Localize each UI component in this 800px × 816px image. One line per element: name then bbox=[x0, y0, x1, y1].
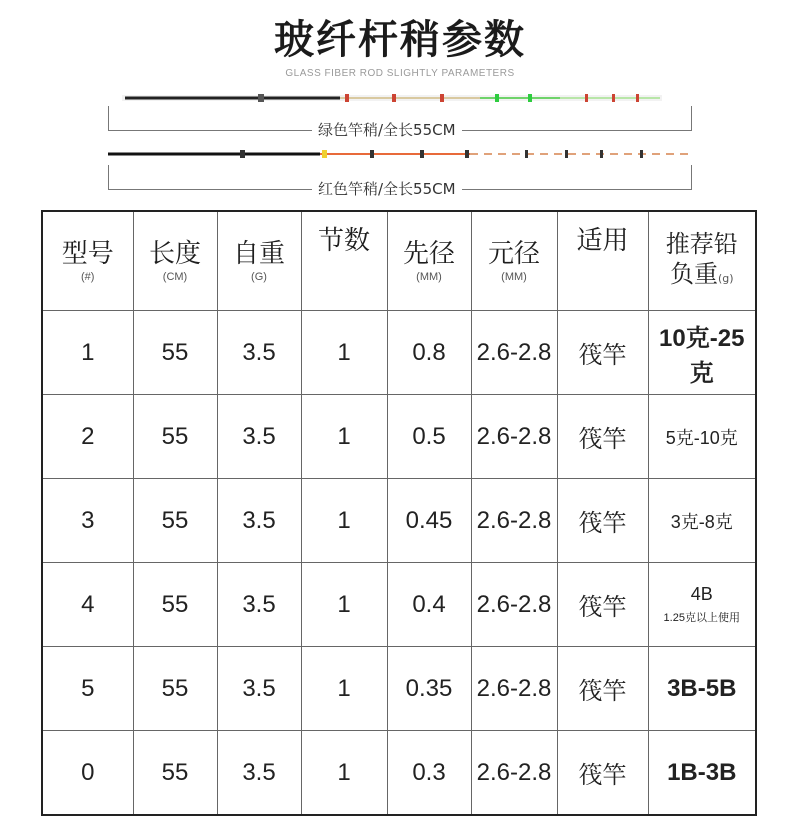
cell-model: 5 bbox=[42, 647, 133, 731]
cell-length: 55 bbox=[133, 563, 217, 647]
cell-model: 4 bbox=[42, 563, 133, 647]
cell-butt: 2.6-2.8 bbox=[471, 479, 557, 563]
cell-use: 筏竿 bbox=[557, 647, 648, 731]
cell-model: 0 bbox=[42, 731, 133, 816]
cell-weight: 3.5 bbox=[217, 311, 301, 395]
lead-note: 1.25克以上使用 bbox=[663, 612, 740, 624]
table-row bbox=[42, 563, 756, 647]
cell-use: 筏竿 bbox=[557, 479, 648, 563]
header-recommended-lead: 推荐铅 负重(g) bbox=[648, 211, 756, 311]
cell-sections: 1 bbox=[301, 479, 387, 563]
cell-lead bbox=[648, 563, 756, 647]
table-header-row bbox=[42, 211, 756, 311]
red-rod-image bbox=[0, 0, 800, 170]
red-rod-label: 红色竿稍/全长55CM bbox=[312, 178, 462, 199]
cell-tip: 0.45 bbox=[387, 479, 471, 563]
cell-weight: 3.5 bbox=[217, 563, 301, 647]
cell-weight: 3.5 bbox=[217, 479, 301, 563]
cell-lead: 5克-10克 bbox=[648, 395, 756, 479]
header-model: 型号 (#) bbox=[42, 211, 133, 311]
header-length: 长度 (CM) bbox=[133, 211, 217, 311]
cell-butt: 2.6-2.8 bbox=[471, 563, 557, 647]
cell-model: 2 bbox=[42, 395, 133, 479]
cell-sections: 1 bbox=[301, 311, 387, 395]
cell-use: 筏竿 bbox=[557, 731, 648, 816]
table-row bbox=[42, 311, 756, 395]
green-rod-label: 绿色竿稍/全长55CM bbox=[312, 119, 462, 140]
cell-sections: 1 bbox=[301, 731, 387, 816]
cell-length: 55 bbox=[133, 647, 217, 731]
cell-weight: 3.5 bbox=[217, 731, 301, 816]
cell-lead: 3B-5B bbox=[648, 647, 756, 731]
cell-butt: 2.6-2.8 bbox=[471, 647, 557, 731]
lead-value: 4B bbox=[690, 584, 713, 604]
cell-length: 55 bbox=[133, 311, 217, 395]
cell-butt: 2.6-2.8 bbox=[471, 731, 557, 816]
table-row bbox=[42, 731, 756, 816]
cell-tip: 0.3 bbox=[387, 731, 471, 816]
cell-tip: 0.5 bbox=[387, 395, 471, 479]
cell-sections: 1 bbox=[301, 395, 387, 479]
cell-tip: 0.35 bbox=[387, 647, 471, 731]
header-weight: 自重 (G) bbox=[217, 211, 301, 311]
header-tip-diameter: 先径 (MM) bbox=[387, 211, 471, 311]
page-subtitle: GLASS FIBER ROD SLIGHTLY PARAMETERS bbox=[285, 68, 515, 79]
header-butt-diameter: 元径 (MM) bbox=[471, 211, 557, 311]
cell-use: 筏竿 bbox=[557, 311, 648, 395]
cell-lead: 1B-3B bbox=[648, 731, 756, 816]
table-row bbox=[42, 395, 756, 479]
table-row bbox=[42, 647, 756, 731]
header-sections: 节数 bbox=[301, 211, 387, 311]
cell-use: 筏竿 bbox=[557, 395, 648, 479]
cell-length: 55 bbox=[133, 395, 217, 479]
table-row bbox=[42, 479, 756, 563]
cell-model: 1 bbox=[42, 311, 133, 395]
cell-weight: 3.5 bbox=[217, 395, 301, 479]
cell-lead: 10克-25克 bbox=[648, 311, 756, 395]
cell-model: 3 bbox=[42, 479, 133, 563]
header-application: 适用 bbox=[557, 211, 648, 311]
cell-sections: 1 bbox=[301, 647, 387, 731]
cell-tip: 0.8 bbox=[387, 311, 471, 395]
cell-weight: 3.5 bbox=[217, 647, 301, 731]
cell-sections: 1 bbox=[301, 563, 387, 647]
cell-tip: 0.4 bbox=[387, 563, 471, 647]
cell-butt: 2.6-2.8 bbox=[471, 395, 557, 479]
cell-butt: 2.6-2.8 bbox=[471, 311, 557, 395]
cell-length: 55 bbox=[133, 731, 217, 816]
cell-use: 筏竿 bbox=[557, 563, 648, 647]
parameters-table bbox=[41, 210, 757, 816]
page-title: 玻纤杆稍参数 bbox=[274, 17, 526, 63]
cell-lead: 3克-8克 bbox=[648, 479, 756, 563]
cell-length: 55 bbox=[133, 479, 217, 563]
